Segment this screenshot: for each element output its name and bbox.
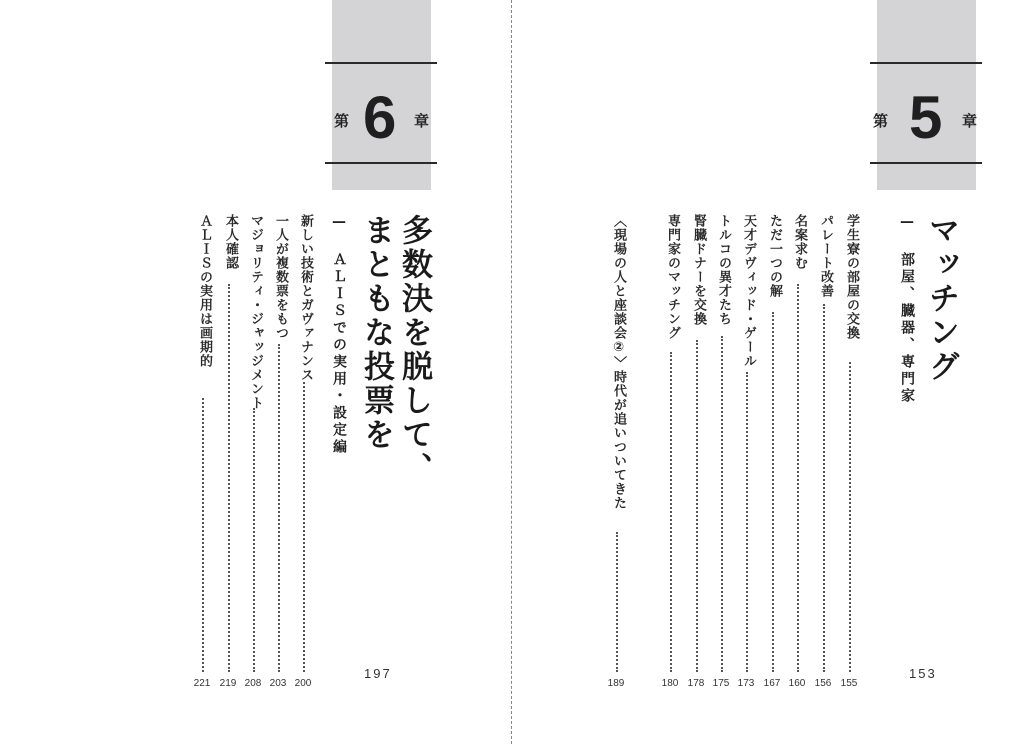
folio: 197 (364, 666, 392, 681)
toc-entry-page: 221 (193, 678, 211, 689)
dot-leader (228, 284, 230, 672)
tab-rule-top (325, 62, 437, 64)
toc-entry-title: 本人確認 (223, 214, 238, 270)
dot-leader (849, 362, 851, 672)
toc-entry-page: 219 (219, 678, 237, 689)
right-page (512, 0, 1024, 744)
toc-entry-page: 173 (737, 678, 755, 689)
toc-entry-title: 専門家のマッチング (665, 214, 680, 340)
toc-entry-title: 天才デヴィッド・ゲール (741, 214, 756, 368)
chapter-subtitle: — 部屋、臓器、専門家 (899, 214, 915, 405)
dot-leader (253, 408, 255, 672)
dot-leader (797, 284, 799, 672)
toc-entry-page: 155 (840, 678, 858, 689)
toc-entry-page: 156 (814, 678, 832, 689)
toc-entry-page: 208 (244, 678, 262, 689)
toc-entry-title: マジョリティ・ジャッジメント (248, 214, 263, 410)
toc-entry-page: 200 (294, 678, 312, 689)
toc-entry-title: パレート改善 (818, 214, 833, 298)
dot-leader (696, 340, 698, 672)
chapter-title-line1: 多数決を脱して、 (396, 214, 432, 486)
toc-entry-title: 学生寮の部屋の交換 (844, 214, 859, 340)
dot-leader (772, 312, 774, 672)
toc-entry-page: 189 (607, 678, 625, 689)
tab-rule-top (870, 62, 982, 64)
dot-leader (721, 336, 723, 672)
toc-entry-page: 160 (788, 678, 806, 689)
toc-entry-title: 新しい技術とガヴァナンス (298, 214, 313, 382)
chapter-prefix: 第 (873, 112, 889, 130)
toc-entry-title: ＡＬＩＳの実用は画期的 (197, 214, 212, 368)
chapter-prefix: 第 (334, 112, 350, 130)
dot-leader (746, 372, 748, 672)
tab-rule-bottom (325, 162, 437, 164)
tab-rule-bottom (870, 162, 982, 164)
chapter-title-line2: まともな投票を (358, 214, 394, 452)
toc-entry-title: 〈現場の人と座談会②〉時代が追いついてきた (611, 214, 626, 510)
dot-leader (823, 304, 825, 672)
toc-entry-title: 一人が複数票をもつ (273, 214, 288, 340)
dot-leader (670, 352, 672, 672)
toc-entry-page: 203 (269, 678, 287, 689)
folio: 153 (909, 666, 937, 681)
toc-entry-page: 167 (763, 678, 781, 689)
dot-leader (278, 344, 280, 672)
toc-entry-page: 178 (687, 678, 705, 689)
chapter-number: 5 (909, 84, 943, 151)
toc-entry-title: 名案求む (792, 214, 807, 270)
toc-entry-page: 175 (712, 678, 730, 689)
dot-leader (202, 398, 204, 672)
toc-entry-title: ただ一つの解 (767, 214, 782, 298)
toc-entry-title: 腎臓ドナーを交換 (691, 214, 706, 326)
toc-entry-page: 180 (661, 678, 679, 689)
chapter-title: マッチング (923, 214, 959, 384)
chapter-suffix: 章 (962, 112, 978, 130)
dot-leader (616, 532, 618, 672)
toc-entry-title: トルコの異才たち (716, 214, 731, 326)
dot-leader (303, 382, 305, 672)
chapter-number: 6 (363, 84, 397, 151)
chapter-subtitle: — ＡＬＩＳでの実用・設定編 (331, 214, 347, 456)
chapter-suffix: 章 (414, 112, 430, 130)
